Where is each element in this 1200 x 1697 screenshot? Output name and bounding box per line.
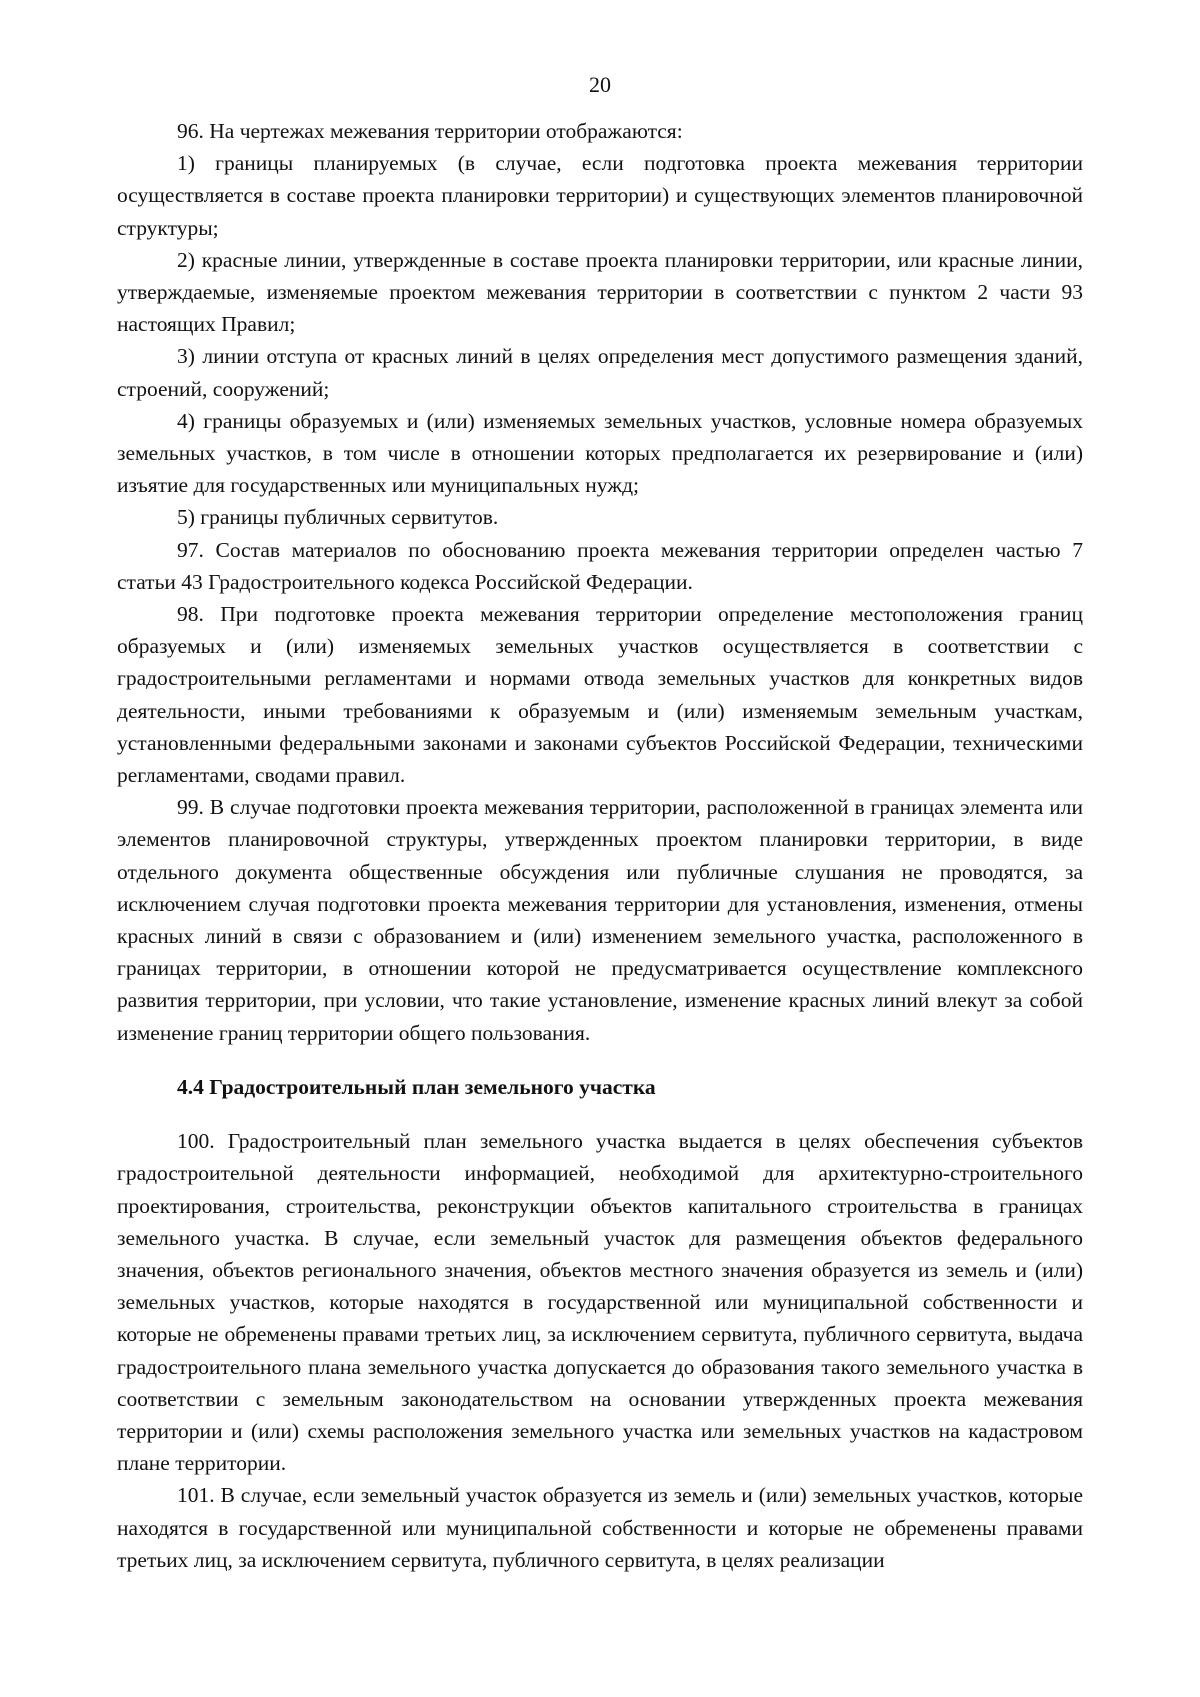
paragraph-96: 96. На чертежах межевания территории отображаются:	[177, 119, 683, 143]
paragraph-97: 97. Состав материалов по обоснованию проекта межевания территории определен частью 7 статьи 43 Градостроительного кодекса Российской Федерации.	[117, 537, 1083, 594]
list-item-1: 1) границы планируемых (в случае, если подготовка проекта межевания территории осуществляется в составе проекта планировки территории) и существующих элементов планировочной структуры;	[117, 151, 1083, 240]
paragraph-98: 98. При подготовке проекта межевания территории определение местоположения границ образуемых и (или) изменяемых земельных участков осуществляется в соответствии с градостроительными регламентами и нормами отвода земельных участков для конкретных видов деятельности, иными требованиями к образуемым и (или) изменяемым земельным участкам, установленными федеральными законами и законами субъектов Российской Федерации, техническими регламентами, сводами правил.	[117, 602, 1083, 788]
paragraph-99: 99. В случае подготовки проекта межевания территории, расположенной в границах элемента или элементов планировочной структуры, утвержденных проектом планировки территории, в виде отдельного документа общественные обсуждения или публичные слушания не проводятся, за исключением случая подготовки проекта межевания территории для установления, изменения, отмены красных линий в связи с образованием и (или) изменением земельного участка, расположенного в границах территории, в отношении которой не предусматривается осуществление комплексного развития территории, при условии, что такие установление, изменение красных линий влекут за собой изменение границ территории общего пользования.	[117, 795, 1083, 1045]
page-number: 20	[589, 72, 611, 97]
list-item-3: 3) линии отступа от красных линий в целях определения мест допустимого размещения зданий, строений, сооружений;	[117, 344, 1083, 401]
list-item-4: 4) границы образуемых и (или) изменяемых земельных участков, условные номера образуемых земельных участков, в том числе в отношении которых предполагается их резервирование и (или) изъятие для государственных или муниципальных нужд;	[117, 408, 1083, 498]
paragraph-101: 101. В случае, если земельный участок образуется из земель и (или) земельных участков, которые находятся в государственной или муниципальной собственности и которые не обременены правами третьих лиц, за исключением сервитута, публичного сервитута, в целях реализации	[117, 1483, 1083, 1572]
list-item-5: 5) границы публичных сервитутов.	[177, 505, 499, 530]
document-body	[117, 115, 1083, 1576]
list-item-2: 2) красные линии, утвержденные в составе проекта планировки территории, или красные линии, утверждаемые, изменяемые проектом межевания территории в соответствии с пунктом 2 части 93 настоящих Правил;	[117, 247, 1083, 337]
section-heading: 4.4 Градостроительный план земельного участка	[177, 1074, 656, 1099]
paragraph-100: 100. Градостроительный план земельного участка выдается в целях обеспечения субъектов градостроительной деятельности информацией, необходимой для архитектурно-строительного проектирования, строительства, реконструкции объектов капитального строительства в границах земельного участка. В случае, если земельный участок для размещения объектов федерального значения, объектов регионального значения, объектов местного значения образуется из земель и (или) земельных участков, которые находятся в государственной или муниципальной собственности и которые не обременены правами третьих лиц, за исключением сервитута, публичного сервитута, выдача градостроительного плана земельного участка допускается до образования такого земельного участка в соответствии с земельным законодательством на основании утвержденных проекта межевания территории и (или) схемы расположения земельного участка или земельных участков на кадастровом плане территории.	[117, 1129, 1083, 1476]
